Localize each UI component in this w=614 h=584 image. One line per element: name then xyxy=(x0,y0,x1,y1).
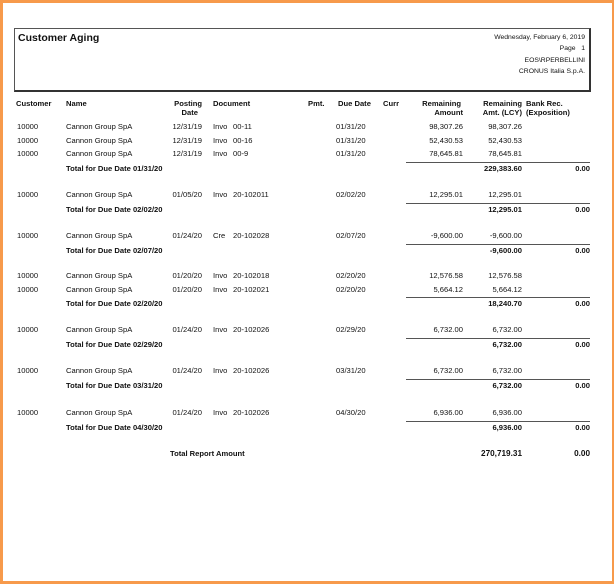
cell-remaining: 6,732.00 xyxy=(433,366,463,375)
cell-doc-no: 00-11 xyxy=(233,122,252,131)
cell-doc-type: Invo xyxy=(213,284,228,294)
report-header xyxy=(14,28,591,92)
cell-customer: 10000 xyxy=(17,284,39,294)
cell-doc-no: 20-102026 xyxy=(233,408,270,417)
grand-total-bank: 0.00 xyxy=(574,449,590,458)
cell-doc-type: Invo xyxy=(213,122,228,131)
cell-remaining: 6,732.00 xyxy=(433,325,463,334)
col-curr: Curr xyxy=(383,99,400,108)
cell-name: Cannon Group SpA xyxy=(66,366,133,375)
cell-doc-no: 00-16 xyxy=(233,135,253,145)
cell-remaining-lcy: 78,645.81 xyxy=(488,149,522,158)
cell-due-date: 02/20/20 xyxy=(336,271,366,280)
cell-name: Cannon Group SpA xyxy=(66,122,133,131)
col-remaining xyxy=(400,100,463,117)
cell-remaining-lcy: 12,295.01 xyxy=(488,190,522,199)
cell-doc-type: Invo xyxy=(213,408,228,417)
subtotal-rule xyxy=(406,244,590,245)
subtotal-label: Total for Due Date 02/07/20 xyxy=(66,245,163,255)
cell-posting-date: 01/05/20 xyxy=(172,190,202,199)
cell-doc-type: Invo xyxy=(213,149,228,158)
col-bank-rec-l2: (Exposition) xyxy=(526,107,570,117)
cell-due-date: 01/31/20 xyxy=(336,135,366,145)
cell-posting-date: 01/24/20 xyxy=(172,408,202,417)
subtotal-bank: 0.00 xyxy=(575,245,590,255)
col-bank-rec-l1: Bank Rec. xyxy=(526,99,563,108)
subtotal-rule xyxy=(406,162,590,163)
cell-doc-type: Cre xyxy=(213,231,226,240)
cell-remaining: 5,664.12 xyxy=(433,284,463,294)
cell-customer: 10000 xyxy=(17,366,39,375)
page-number: 1 xyxy=(581,45,585,53)
subtotal-label: Total for Due Date 01/31/20 xyxy=(66,163,163,173)
subtotal-bank: 0.00 xyxy=(575,204,590,214)
col-document: Document xyxy=(213,99,251,108)
cell-due-date: 02/20/20 xyxy=(336,284,366,294)
col-name: Name xyxy=(66,99,87,108)
cell-remaining: 52,430.53 xyxy=(429,135,463,145)
report-date: Wednesday, February 6, 2019 xyxy=(494,34,585,41)
page-label: Page xyxy=(559,45,576,53)
cell-remaining-lcy: -9,600.00 xyxy=(489,231,522,240)
col-remaining-lcy-l1: Remaining xyxy=(483,99,522,108)
cell-name: Cannon Group SpA xyxy=(66,271,133,280)
cell-posting-date: 01/24/20 xyxy=(172,366,202,375)
col-bank-rec xyxy=(526,100,570,117)
cell-name: Cannon Group SpA xyxy=(66,408,133,417)
cell-doc-no: 20-102018 xyxy=(233,271,270,280)
cell-remaining-lcy: 52,430.53 xyxy=(488,135,522,145)
cell-customer: 10000 xyxy=(17,325,39,334)
cell-doc-type: Invo xyxy=(213,366,228,375)
subtotal-amount: 12,295.01 xyxy=(488,204,522,214)
cell-remaining-lcy: 98,307.26 xyxy=(488,122,522,131)
cell-customer: 10000 xyxy=(17,149,39,158)
cell-due-date: 02/02/20 xyxy=(336,190,366,199)
cell-posting-date: 01/24/20 xyxy=(172,325,202,334)
subtotal-label: Total for Due Date 04/30/20 xyxy=(66,422,163,432)
company-name: CRONUS Italia S.p.A. xyxy=(518,67,585,75)
cell-name: Cannon Group SpA xyxy=(66,284,133,294)
cell-posting-date: 01/20/20 xyxy=(172,271,202,280)
subtotal-label: Total for Due Date 02/02/20 xyxy=(66,204,163,214)
cell-remaining-lcy: 6,732.00 xyxy=(492,325,522,334)
subtotal-rule xyxy=(406,297,590,298)
subtotal-amount: 18,240.70 xyxy=(488,299,522,308)
cell-posting-date: 12/31/19 xyxy=(172,135,202,145)
subtotal-bank: 0.00 xyxy=(575,163,590,173)
cell-remaining: 78,645.81 xyxy=(429,149,463,158)
subtotal-rule xyxy=(406,379,590,380)
cell-due-date: 02/07/20 xyxy=(336,231,366,240)
cell-posting-date: 12/31/19 xyxy=(172,122,202,131)
subtotal-bank: 0.00 xyxy=(575,339,590,349)
col-posting-date xyxy=(160,100,202,117)
cell-name: Cannon Group SpA xyxy=(66,190,133,199)
cell-remaining: 12,576.58 xyxy=(429,271,463,280)
cell-remaining-lcy: 12,576.58 xyxy=(488,271,522,280)
subtotal-bank: 0.00 xyxy=(575,299,590,308)
subtotal-label: Total for Due Date 02/29/20 xyxy=(66,339,163,349)
cell-doc-no: 20-102026 xyxy=(233,366,270,375)
subtotal-rule xyxy=(406,421,590,422)
cell-remaining-lcy: 6,936.00 xyxy=(492,408,522,417)
cell-posting-date: 12/31/19 xyxy=(172,149,202,158)
subtotal-amount: 6,732.00 xyxy=(492,339,522,349)
cell-doc-type: Invo xyxy=(213,135,228,145)
cell-name: Cannon Group SpA xyxy=(66,149,133,158)
col-pmt: Pmt. xyxy=(308,99,325,108)
col-remaining-lcy xyxy=(460,100,522,117)
cell-doc-type: Invo xyxy=(213,271,228,280)
cell-name: Cannon Group SpA xyxy=(66,325,133,334)
grand-total-amount: 270,719.31 xyxy=(481,449,522,458)
subtotal-bank: 0.00 xyxy=(575,422,590,432)
subtotal-amount: 6,732.00 xyxy=(492,380,522,390)
cell-posting-date: 01/20/20 xyxy=(172,284,202,294)
col-remaining-l1: Remaining xyxy=(422,99,461,108)
cell-name: Cannon Group SpA xyxy=(66,231,133,240)
cell-doc-type: Invo xyxy=(213,190,228,199)
cell-customer: 10000 xyxy=(17,408,39,417)
cell-posting-date: 01/24/20 xyxy=(172,231,202,240)
report-title: Customer Aging xyxy=(18,32,100,44)
cell-doc-no: 20-102028 xyxy=(233,231,270,240)
cell-due-date: 01/31/20 xyxy=(336,122,366,131)
report-meta xyxy=(494,32,585,77)
subtotal-label: Total for Due Date 02/20/20 xyxy=(66,299,163,308)
subtotal-bank: 0.00 xyxy=(575,380,590,390)
cell-doc-no: 20-102011 xyxy=(233,190,269,199)
cell-due-date: 04/30/20 xyxy=(336,408,366,417)
cell-due-date: 02/29/20 xyxy=(336,325,366,334)
cell-customer: 10000 xyxy=(17,231,39,240)
cell-customer: 10000 xyxy=(17,135,39,145)
col-posting-date-l2: Date xyxy=(181,107,198,117)
cell-remaining: 98,307.26 xyxy=(429,122,463,131)
subtotal-amount: -9,600.00 xyxy=(489,245,522,255)
col-customer: Customer xyxy=(16,99,52,108)
col-due-date: Due Date xyxy=(338,99,371,108)
col-remaining-l2: Amount xyxy=(434,107,463,117)
cell-customer: 10000 xyxy=(17,122,39,131)
cell-customer: 10000 xyxy=(17,271,39,280)
cell-name: Cannon Group SpA xyxy=(66,135,133,145)
cell-doc-type: Invo xyxy=(213,325,228,334)
cell-remaining-lcy: 6,732.00 xyxy=(492,366,522,375)
cell-doc-no: 20-102026 xyxy=(233,325,270,334)
col-remaining-lcy-l2: Amt. (LCY) xyxy=(482,107,522,117)
cell-customer: 10000 xyxy=(17,190,39,199)
grand-total-label: Total Report Amount xyxy=(170,449,245,458)
cell-doc-no: 00-9 xyxy=(233,149,249,158)
col-posting-date-l1: Posting xyxy=(174,99,202,108)
subtotal-amount: 229,383.60 xyxy=(483,163,522,173)
cell-remaining: -9,600.00 xyxy=(430,231,463,240)
cell-due-date: 01/31/20 xyxy=(336,149,366,158)
subtotal-amount: 6,936.00 xyxy=(492,422,522,432)
cell-doc-no: 20-102021 xyxy=(233,284,270,294)
cell-remaining: 6,936.00 xyxy=(433,408,463,417)
cell-remaining-lcy: 5,664.12 xyxy=(492,284,522,294)
subtotal-rule xyxy=(406,203,590,204)
page-indicator xyxy=(494,43,585,54)
cell-due-date: 03/31/20 xyxy=(336,366,366,375)
subtotal-rule xyxy=(406,338,590,339)
cell-remaining: 12,295.01 xyxy=(429,190,463,199)
report-user: EOS\RPERBELLINI xyxy=(524,56,585,64)
subtotal-label: Total for Due Date 03/31/20 xyxy=(66,380,163,390)
